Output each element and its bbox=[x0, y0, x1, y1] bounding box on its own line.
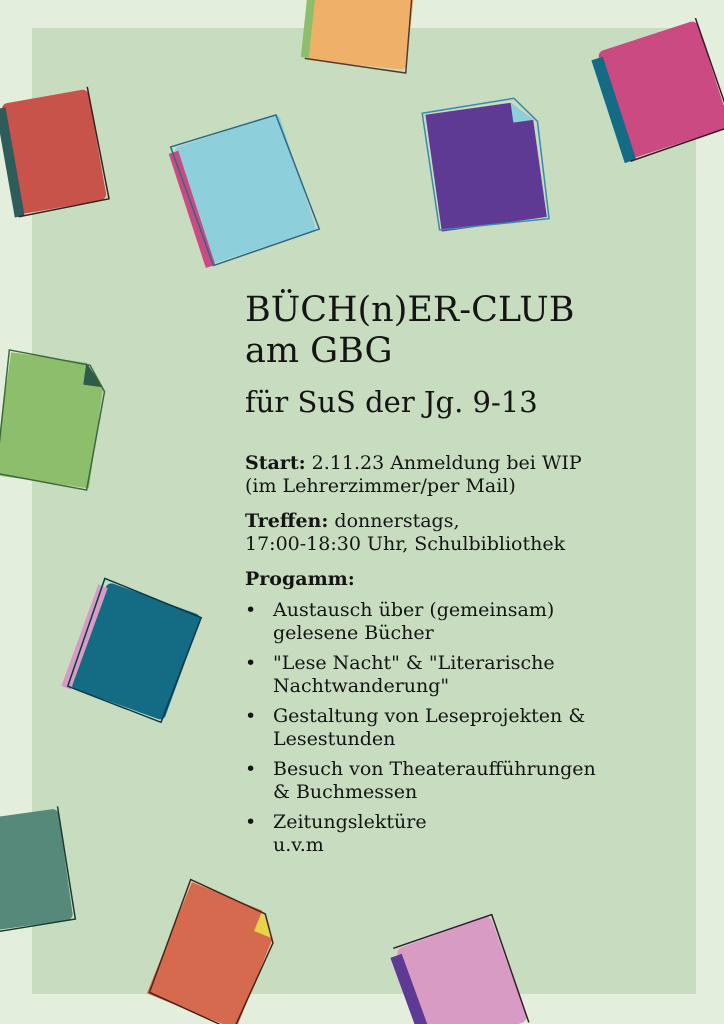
list-item bbox=[245, 705, 685, 751]
start-info bbox=[245, 452, 685, 498]
book-lightblue-icon bbox=[167, 111, 320, 268]
book-red-icon bbox=[0, 87, 109, 218]
program-item-line-1: "Lese Nacht" & "Literarische bbox=[273, 652, 555, 674]
program-item-line-1: Zeitungslektüre bbox=[273, 811, 427, 833]
bullet-icon: • bbox=[245, 758, 257, 780]
poster-subtitle: für SuS der Jg. 9-13 bbox=[245, 385, 538, 419]
program-item-line-2: & Buchmessen bbox=[273, 781, 418, 803]
program-footer: u.v.m bbox=[273, 834, 324, 856]
program-item-line-2: Nachtwanderung" bbox=[273, 675, 450, 697]
list-item bbox=[245, 652, 685, 698]
program-item-line-1: Gestaltung von Leseprojekten & bbox=[273, 705, 586, 727]
title-line-1: BÜCH(n)ER-CLUB bbox=[245, 290, 575, 330]
program-item-line-2: Lesestunden bbox=[273, 728, 396, 750]
start-label: Start: bbox=[245, 452, 306, 474]
meeting-line-2: 17:00-18:30 Uhr, Schulbibliothek bbox=[245, 533, 566, 555]
list-item bbox=[245, 811, 685, 834]
info-block bbox=[245, 452, 685, 857]
title-line-2: am GBG bbox=[245, 331, 393, 371]
bullet-icon: • bbox=[245, 811, 257, 833]
program-item-line-1: Besuch von Theateraufführungen bbox=[273, 758, 596, 780]
book-teal-icon bbox=[61, 577, 202, 723]
book-slate-icon bbox=[0, 806, 76, 934]
book-orange-icon bbox=[300, 0, 414, 73]
book-green-icon bbox=[0, 350, 108, 491]
book-lilac-icon bbox=[388, 913, 531, 1024]
meeting-line-1: donnerstags, bbox=[328, 510, 460, 532]
bullet-icon: • bbox=[245, 599, 257, 621]
start-line-2: (im Lehrerzimmer/per Mail) bbox=[245, 475, 516, 497]
bullet-icon: • bbox=[245, 652, 257, 674]
book-purple-icon bbox=[422, 96, 551, 235]
meeting-label: Treffen: bbox=[245, 510, 329, 532]
program-item-line-2: gelesene Bücher bbox=[273, 622, 434, 644]
program-label: Progamm: bbox=[245, 568, 355, 590]
book-pink-icon bbox=[589, 18, 724, 164]
list-item bbox=[245, 599, 685, 645]
meeting-info bbox=[245, 510, 685, 556]
list-item bbox=[245, 758, 685, 804]
program-list bbox=[245, 599, 685, 834]
poster-title bbox=[245, 290, 574, 372]
start-line-1: 2.11.23 Anmeldung bei WIP bbox=[305, 452, 582, 474]
book-coral-icon bbox=[144, 880, 283, 1024]
program-item-line-1: Austausch über (gemeinsam) bbox=[273, 599, 555, 621]
bullet-icon: • bbox=[245, 705, 257, 727]
